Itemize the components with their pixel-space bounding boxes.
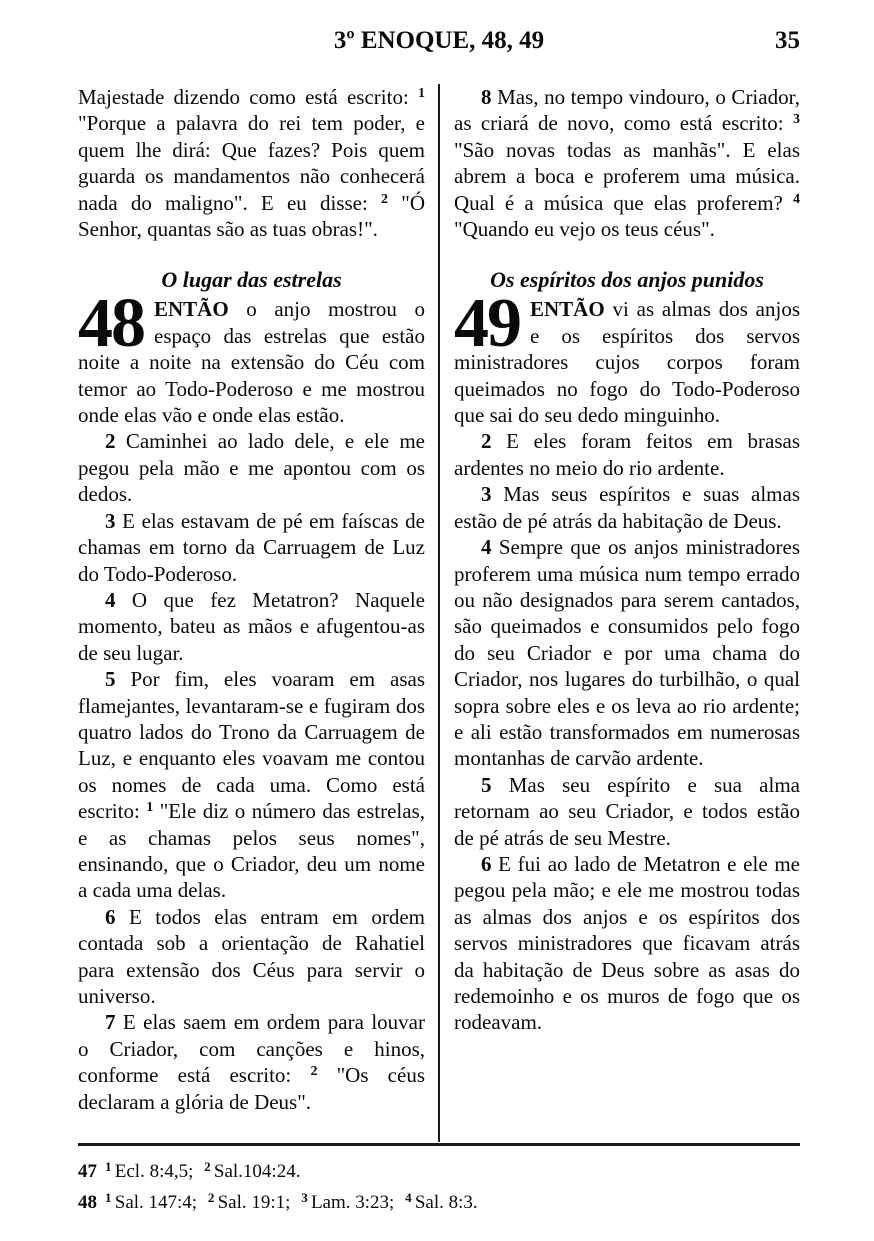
right-column — [439, 84, 800, 1142]
bold-text: 2 — [105, 429, 116, 454]
text-segment: E eles foram feitos em brasas ardentes no meio do rio ardente. — [454, 429, 800, 480]
page-number: 35 — [775, 27, 800, 54]
text-segment: o anjo mostrou o espaço das estrelas que estão noite a noite na extensão do Céu com temor ao Todo-Poderoso e me mostrou onde elas vão e onde elas estão. — [78, 297, 425, 428]
footnote-line — [78, 1187, 800, 1218]
footnotes-section — [78, 1146, 800, 1218]
footnote-ref-text: Lam. 3:23; — [310, 1192, 400, 1213]
chapter-number-dropcap: 49 — [454, 285, 520, 363]
chapter-heading: Os espíritos dos anjos punidos — [490, 267, 764, 293]
bold-text: 6 — [481, 851, 492, 876]
text-segment: O que fez Metatron? Naquele momento, bateu as mãos e afugentou-as de seu lugar. — [78, 587, 425, 665]
footnote-chapter-number: 47 — [78, 1161, 97, 1182]
footnote-ref-text: Sal. 19:1; — [217, 1192, 296, 1213]
verse-paragraph — [454, 84, 800, 242]
bold-text: 3 — [481, 482, 492, 507]
verse-paragraph — [78, 904, 425, 1010]
header-title: 3º ENOQUE, 48, 49 — [333, 27, 545, 54]
bold-text: 5 — [481, 772, 492, 797]
text-segment: E todos elas entram em ordem contada sob a orientação de Rahatiel para extensão dos Céus para servir o universo. — [78, 904, 425, 1008]
footnote-chapter-number: 48 — [78, 1192, 97, 1213]
left-column — [78, 84, 439, 1142]
running-header — [78, 26, 800, 60]
footnote-ref-text: Sal. 8:3. — [414, 1192, 478, 1213]
text-segment: Mas, no tempo vindouro, o Criador, as criará de novo, como está escrito: — [454, 85, 800, 136]
footnote-ref-marker: 3 — [301, 1190, 311, 1205]
text-segment: Por fim, eles voaram em asas flamejantes, levantaram-se e fugiram dos quatro lados do Trono da Carruagem de Luz, e enquanto eles voavam me contou os nomes de cada uma. Como está escrito: — [78, 667, 425, 824]
bold-text: 5 — [105, 667, 116, 692]
bold-text: 4 — [105, 587, 116, 612]
footnote-marker: 2 — [310, 1064, 318, 1080]
text-segment: Mas seu espírito e sua alma retornam ao seu Criador, e todos estão de pé atrás de seu Mestre. — [454, 772, 800, 850]
continuation-paragraph — [78, 84, 425, 242]
text-segment: vi as almas dos anjos e os espíritos dos servos ministradores cujos corpos foram queimados no fogo do Todo-Poderoso que sai do seu dedo minguinho. — [454, 297, 800, 428]
verse-paragraph — [78, 666, 425, 904]
chapter-number-dropcap: 48 — [78, 285, 144, 363]
footnote-marker: 4 — [793, 191, 800, 207]
chapter-opening-paragraph — [454, 285, 800, 428]
text-columns — [78, 84, 800, 1142]
bold-text: ENTÃO — [154, 297, 229, 322]
footnote-marker: 1 — [418, 86, 425, 101]
footnote-ref-text: Sal.104:24. — [213, 1161, 301, 1182]
chapter-opening-paragraph — [78, 285, 425, 428]
verse-paragraph — [78, 1009, 425, 1115]
text-segment: E fui ao lado de Metatron e ele me pegou pela mão; e ele me mostrou todas as almas dos anjos e os espíritos dos servos ministradores que ficavam atrás da habitação de Deus sobre as asas do redemoinho e os muros de fogo que os rodeavam. — [454, 851, 800, 1035]
bold-text: ENTÃO — [530, 297, 605, 322]
footnote-ref-marker: 4 — [405, 1190, 415, 1205]
footnote-ref-marker: 2 — [207, 1190, 218, 1205]
text-segment: "Ó Senhor, quantas são as tuas obras!". — [78, 190, 425, 242]
footnote-ref-text: Ecl. 8:4,5; — [114, 1161, 199, 1182]
text-segment: "Os céus declaram a glória de Deus". — [78, 1063, 425, 1114]
verse-paragraph — [454, 428, 800, 481]
text-segment: "Porque a palavra do rei tem poder, e quem lhe dirá: Que fazes? Pois quem guarda os mandamentos não conhecerá nada do maligno". E eu disse: — [78, 111, 425, 215]
chapter-heading: O lugar das estrelas — [161, 267, 342, 293]
text-segment: "Ele diz o número das estrelas, e as chamas pelos seus nomes", ensinando, que o Criador, deu um nome a cada uma delas. — [78, 799, 426, 903]
text-segment: Caminhei ao lado dele, e ele me pegou pela mão e me apontou com os dedos. — [78, 429, 425, 507]
bold-text: 2 — [481, 429, 492, 454]
text-segment: E elas estavam de pé em faíscas de chamas em torno da Carruagem de Luz do Todo-Poderoso. — [78, 508, 425, 586]
verse-paragraph — [454, 534, 800, 772]
text-segment: Sempre que os anjos ministradores proferem uma música num tempo errado ou não designados para serem cantados, são queimados e consumidos pelo fogo do seu Criador e por uma chama do Criador, nos lugares do turbilhão, o qual sopra sobre eles e os leva ao rio ardente; e ali estão transformados em numerosas montanhas de carvão ardente. — [454, 535, 800, 771]
bold-text: 8 — [481, 85, 492, 109]
verse-paragraph — [78, 508, 425, 587]
column-divider-rule — [438, 84, 440, 1142]
footnote-marker: 1 — [146, 800, 154, 816]
bold-text: 3 — [105, 508, 116, 533]
footnote-marker: 3 — [793, 112, 800, 128]
text-segment: Majestade dizendo como está escrito: — [78, 85, 418, 109]
footnote-ref-text: Sal. 147:4; — [114, 1192, 202, 1213]
verse-paragraph — [454, 851, 800, 1036]
text-segment: Mas seus espíritos e suas almas estão de pé atrás da habitação de Deus. — [454, 482, 800, 533]
footnote-ref-marker: 1 — [105, 1190, 115, 1205]
footnote-marker: 2 — [381, 191, 389, 207]
bold-text: 4 — [481, 535, 492, 560]
text-segment: E elas saem em ordem para louvar o Criador, com canções e hinos, conforme está escrito: — [78, 1010, 425, 1088]
footnote-line — [78, 1156, 800, 1187]
footnote-ref-marker: 1 — [105, 1159, 115, 1174]
footnote-ref-marker: 2 — [204, 1159, 214, 1174]
verse-paragraph — [454, 772, 800, 851]
text-segment: "São novas todas as manhãs". E elas abrem a boca e proferem uma música. Qual é a música que elas proferem? — [454, 137, 800, 215]
text-segment: "Quando eu vejo os teus céus". — [454, 217, 715, 242]
verse-paragraph — [454, 481, 800, 534]
bold-text: 6 — [105, 904, 116, 929]
verse-paragraph — [78, 587, 425, 666]
bold-text: 7 — [105, 1010, 116, 1035]
verse-paragraph — [78, 428, 425, 507]
